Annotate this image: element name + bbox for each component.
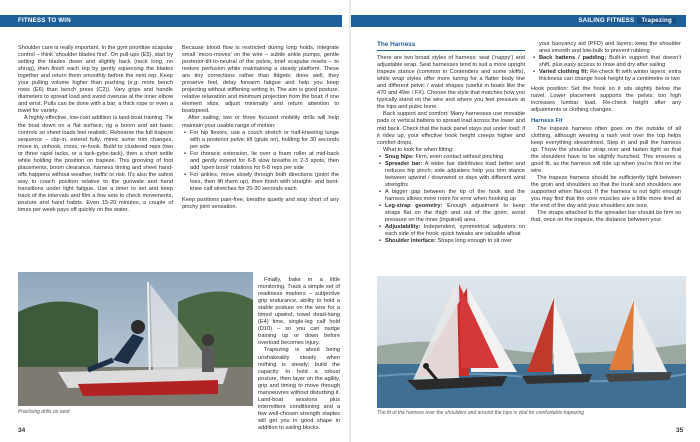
left-running-header: FITNESS TO WIN — [0, 15, 342, 27]
paragraph: Shoulder care is really important. In the gym prioritise scapular control – think ‘shoulder blades first’. On pull-ups (E5), start by setting the blades down and slightly back (neck long, no shrug), then finish each rep by gently squeezing the blades together and return them smoothly before the next rep. Keep your pulling volume higher than pushing (e.g. more bench rows (E6) than bench press (C2)). Vary grips and handle diameters to spread load and avoid overuse at the inner elbow and wrist. Pulls can be done with a bar, a thick rope or even a towel for variety. — [18, 45, 173, 115]
list-item: • For thoracic extension, lie over a foam roller at mid-back and gently extend for 6-8 slow breaths in 2-3 spots, then add ‘open book’ rotations for 6-8 reps per side — [190, 151, 339, 172]
photo-illustration — [18, 272, 253, 406]
photo-caption: The fit of the harness over the shoulders and around the hips is vital for comfortable trapezing — [377, 410, 585, 416]
left-column-2 — [182, 45, 339, 211]
paragraph: The trapeze harness should be sufficiently tight between the groin and shoulders so that the trunk and shoulders are supported when flat-out. If the harness is not tight enough you may find that the core muscles are a little more tired at the end of the day and your shoulders are sore. — [531, 174, 681, 210]
paragraph: Hook position: Set the hook so it sits slightly below the navel. Lower placement supports the pelvis; too high increases lumbar load. Re-check height after any adjustments or clothing changes. — [531, 86, 681, 114]
paragraph: Finally, bake in a little monitoring. Track a simple set of readiness markers – subjective grip endurance, ability to hold a stable posture on the wire for a timed upwind, towel dead-hang (E4) time, single-leg calf hold (D10) – so you can nudge training up or down before overload becomes injury. — [258, 277, 340, 347]
right-page — [351, 0, 700, 442]
right-running-header — [351, 15, 686, 27]
trapeze-sailing-photo — [377, 276, 686, 408]
paragraph: The straps attached to the spreader bar should be firm so that, once on the trapeze, the distance between your — [531, 210, 681, 224]
land-drill-photo — [18, 272, 253, 406]
fitting-list-continued — [531, 55, 681, 83]
section-title: The Harness — [377, 41, 416, 48]
page-number: 35 — [676, 427, 684, 434]
paragraph: What to look for when fitting: — [383, 146, 454, 153]
list-item: • For hip flexors, use a couch stretch or half-kneeling lunge with a posterior pelvic tilt (glute on), holding for 30 seconds per side — [190, 130, 339, 151]
mobility-list — [182, 130, 339, 193]
list-item: • Snug hips: Firm, even contact without pinching — [385, 154, 525, 161]
paragraph: Trapezing is about being unshakeably steady when nothing is steady; build the capacity to hold a robust posture, then layer on the agility, grip and timing to move through manoeuvres without disturbing it. Land-boat sessions plus intermittent conditioning and a few well-chosen strength staples will get you in good shape in addition to sailing blocks. — [258, 347, 340, 431]
left-column-1 — [18, 45, 173, 214]
paragraph: A highly effective, low-cost addition is land-boat training. Tie the boat down on a flat surface, rig a boom and set basic controls so sheet loads feel realistic. Rehearse the full trapeze sequence – clip-in, extend fully, mimic some trim changes, move in, unhook, cross, re-hook. Build to clustered reps (two or three rapid tacks, or a tack-gybe-tack), then a short settle while holding the position on trapeze. This grooving of foot placements, boom clearance, harness timing and sheet hand-offs happens without weather, traffic or risk. It’s also the safest way to coach position relative to the gunwale and hand transitions under light fatigue. Use a timer to set and keep track of the intervals and film a few sets to check movements, posture and hand habits. Even 15-20 minutes, a couple of times per week pays off quickly on the water. — [18, 115, 173, 214]
paragraph: Because blood flow is restricted during long holds, integrate small ‘micro-moves’ on the wire – subtle ankle pumps, gentle posterior-tilt-to-neutral of the pelvis, brief scapular resets – to restore perfusion while maintaining a steady platform. These are tiny corrections rather than fidgets; done well, they preserve feel, delay forearm fatigue and help you keep projecting without stiffening setting in. The aim is good posture, relative relaxation and minimum projection from the boat; if one element slips, adjust minimally and return attention to boatspeed. — [182, 45, 339, 115]
list-item: • Shoulder interface: Straps long enough to sit over — [385, 238, 525, 245]
list-item: • Spreader bar: A wider bar distributes load better and reduces hip pinch; side adjusters help you trim stance between upwind / downwind or days with different wind strengths — [385, 161, 525, 189]
paragraph: Keep positions pain-free, breathe quietly and stop short of any pinchy joint sensation. — [182, 196, 339, 211]
subsection-title: Harness Fit — [531, 118, 563, 125]
list-item: • Varied clothing fit: Re-check fit with winter layers; extra thickness can change hook height by a centimetre or two — [539, 69, 681, 83]
right-column-1 — [377, 41, 525, 245]
page-number: 34 — [18, 427, 26, 434]
list-item: • For ankles, move slowly through both directions (point the toes, then lift them up), then finish with straight- and bent-knee calf stretches for 20-30 seconds each — [190, 172, 339, 193]
list-item: • A bigger gap between the tip of the hook and the harness allows more room for error when hooking up — [385, 189, 525, 203]
header-section: SAILING FITNESS — [578, 17, 635, 24]
list-item: • Leg-strap geometry: Enough adjustment to keep straps flat on the thigh and out of the groin; avoid pressure on the inner (inguinal) area — [385, 203, 525, 224]
paragraph: After sailing, two or three focused mobility drills will help maintain your usable range of motion: — [182, 115, 339, 129]
paragraph: There are two broad styles of harness: seat (‘nappy’) and adjustable wrap. Seat harnesses tend to suit a more upright trapeze stance (common in Contenders and some skiffs), while wrap styles offer more tuning for a flatter body line and different pelvic / waist shapes (useful in boats like the 470 and 49er / FX). Choose the style that matches how you typically stand on the wire and where you feel pressure at the hips and pubic bone. — [377, 55, 525, 111]
photo-illustration — [377, 276, 686, 408]
paragraph: Back support and comfort: Many harnesses use movable pads or vertical battens to spread load across the lower and mid back. Check that the back panel stays put under load; if it rides up, your effective hook height creeps higher and comfort drops. — [377, 111, 526, 146]
fitting-list — [377, 154, 525, 246]
section-rule — [377, 50, 525, 51]
photo-caption: Practising drills on land — [18, 409, 70, 415]
list-item: • Back battens / padding: Built-in support that doesn’t shift, plus easy access to rinse and dry after sailing — [539, 55, 681, 69]
paragraph: The trapeze harness often goes on the outside of all clothing, although wearing a rash vest over the top helps keep everything streamlined. Step in and pull the harness up. Throw the shoulder strap over and fasten tight so that the shoulders have to be slightly hunched. This ensures a good fit, as the harness will ride up when you’re first on the wire. — [531, 125, 681, 174]
left-page — [0, 0, 349, 442]
left-column-2-wrap — [258, 277, 340, 432]
list-item: • Adjustability: Independent, symmetrical adjusters on each side of the hook; quick tweaks are valuable afloat — [385, 224, 525, 238]
paragraph: your buoyancy aid (PFD) and layers; keep the shoulder area smooth and low-bulk to prevent rubbing — [539, 41, 681, 55]
right-column-2 — [531, 41, 681, 224]
header-topic: Trapezing — [637, 17, 676, 24]
